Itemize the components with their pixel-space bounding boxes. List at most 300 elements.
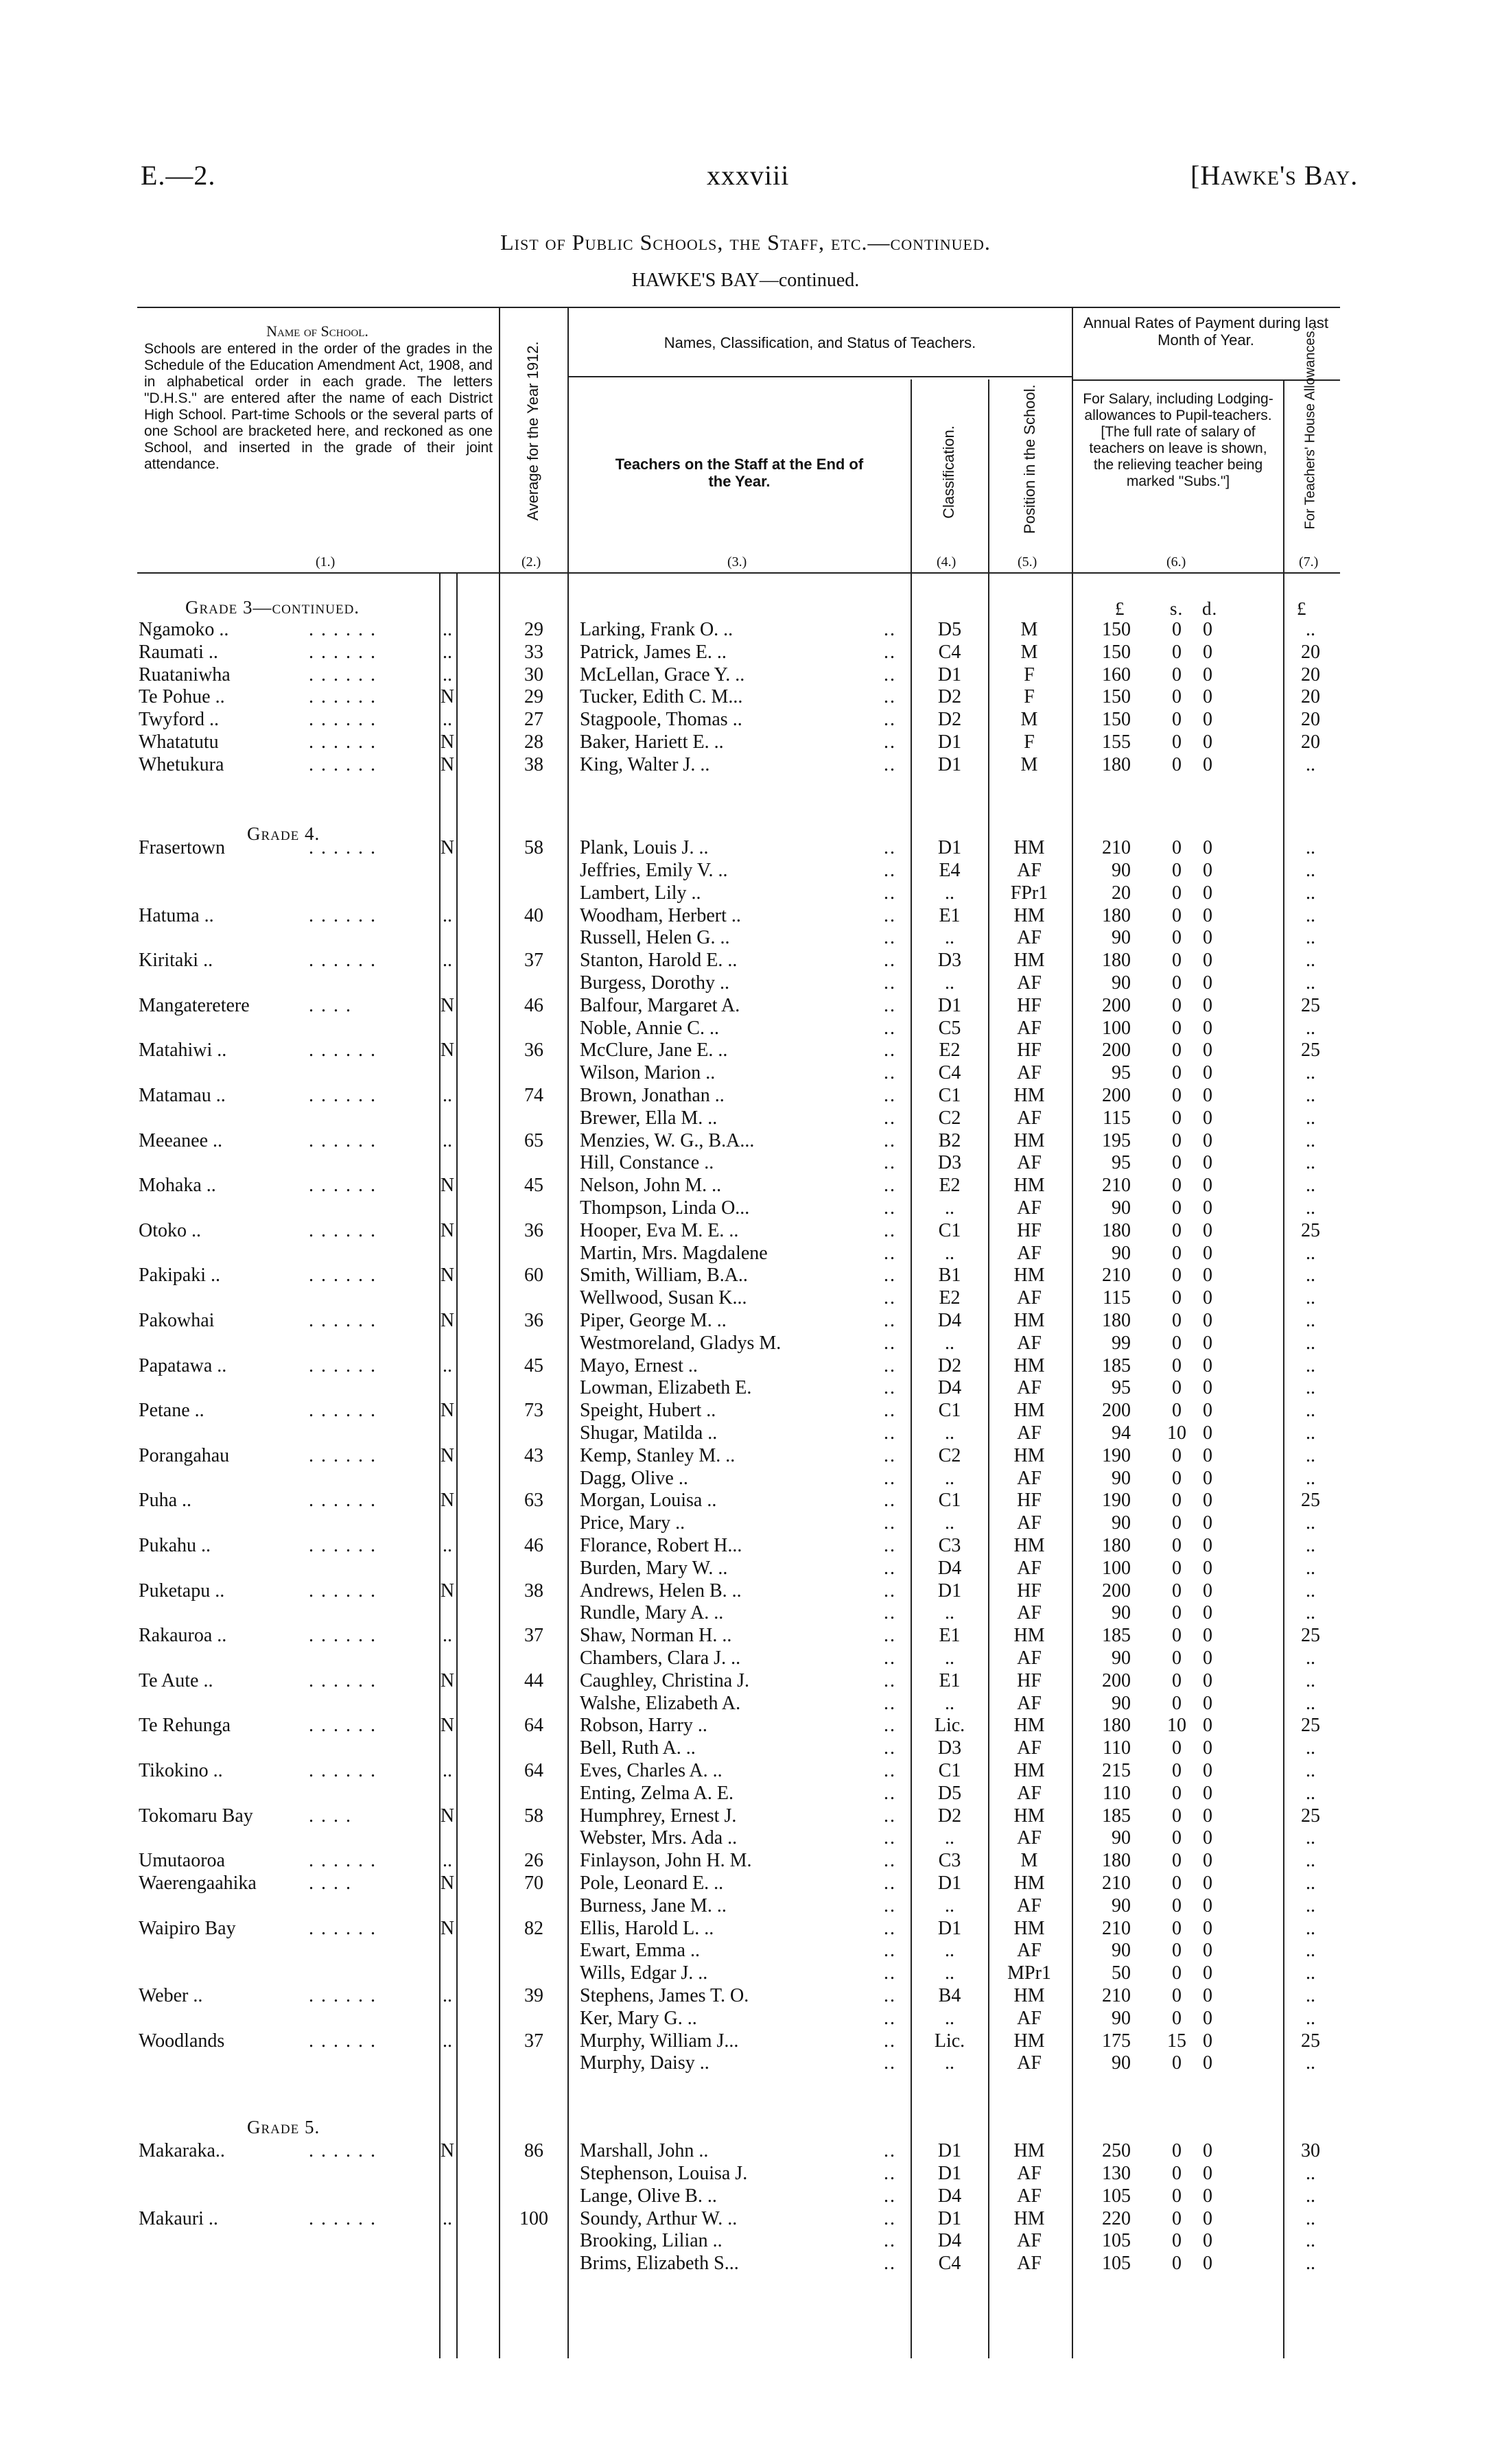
native-flag: N <box>440 2140 455 2162</box>
leader-dots: .. <box>884 1962 896 1984</box>
leader-dots: .. <box>884 2207 896 2229</box>
house-allowance: .. <box>1306 1692 1315 1714</box>
school-name: Meeanee .. <box>139 1129 223 1151</box>
average-attendance: 43 <box>524 1444 543 1466</box>
table-row <box>0 2008 1491 2030</box>
leader-dots: .. <box>884 709 896 731</box>
table-row <box>0 1715 1491 1737</box>
salary-pounds: 90 <box>1112 927 1131 949</box>
salary-pence: 0 <box>1203 1129 1212 1151</box>
salary-pounds: 180 <box>1102 1534 1131 1556</box>
school-name: Twyford .. <box>139 709 220 731</box>
position: M <box>1020 709 1038 731</box>
average-attendance: 63 <box>524 1490 543 1512</box>
table-row <box>0 1400 1491 1422</box>
col2-heading: Average for the Year 1912. <box>524 341 541 521</box>
house-allowance: .. <box>1306 2185 1315 2207</box>
position: HM <box>1013 1805 1045 1827</box>
leader-dots: .. <box>884 1287 896 1309</box>
salary-shillings: 0 <box>1172 1490 1182 1512</box>
table-row <box>0 731 1491 754</box>
salary-pounds: 90 <box>1112 1940 1131 1962</box>
salary-shillings: 0 <box>1172 1534 1182 1556</box>
position: HM <box>1013 950 1045 972</box>
school-name: Whatatutu <box>139 731 219 753</box>
classification: C1 <box>938 1490 961 1512</box>
salary-shillings: 0 <box>1172 753 1182 775</box>
house-allowance: .. <box>1306 1894 1315 1916</box>
leader-dots: . . . . . . <box>309 1219 377 1241</box>
house-allowance: 25 <box>1301 2030 1320 2052</box>
school-name: Porangahau <box>139 1444 230 1466</box>
salary-pounds: 190 <box>1102 1490 1131 1512</box>
leader-dots: .. <box>884 1805 896 1827</box>
salary-shillings: 0 <box>1172 1692 1182 1714</box>
school-name: Te Aute .. <box>139 1669 213 1691</box>
house-allowance: .. <box>1306 927 1315 949</box>
school-name: Kiritaki .. <box>139 950 213 972</box>
salary-pence: 0 <box>1203 1287 1212 1309</box>
teacher-name: Andrews, Helen B. .. <box>580 1580 742 1601</box>
salary-pounds: 115 <box>1103 1287 1131 1309</box>
salary-pounds: 180 <box>1102 753 1131 775</box>
classification: D2 <box>937 1354 962 1376</box>
salary-shillings: 0 <box>1172 882 1182 904</box>
teacher-name: Eves, Charles A. .. <box>580 1759 723 1781</box>
house-allowance: .. <box>1306 1287 1315 1309</box>
salary-pounds: 220 <box>1102 2207 1131 2229</box>
house-allowance: .. <box>1306 2052 1315 2074</box>
native-flag: N <box>440 1805 455 1827</box>
leader-dots: .. <box>884 1309 896 1331</box>
house-allowance: .. <box>1306 1400 1315 1422</box>
salary-pounds: 200 <box>1102 1580 1131 1601</box>
leader-dots: .. <box>884 859 896 881</box>
salary-pence: 0 <box>1203 1084 1212 1106</box>
position: HF <box>1017 1669 1042 1691</box>
col1-explanation: Schools are entered in the order of the grades in the Schedule of the Education Amendment Act, 1908, and in alphabetical order in each grade. The letters "D.H.S." are entered after the name of each District High School. Part-time Schools or the several parts of one School are bracketed here, and reckoned as one School, and inserted in the grade of their joint attendance. <box>144 341 493 472</box>
school-name: Mohaka .. <box>139 1175 216 1197</box>
leader-dots: .. <box>884 1152 896 1174</box>
salary-pounds: 50 <box>1112 1962 1131 1984</box>
classification: D3 <box>937 1152 962 1174</box>
native-flag: .. <box>443 1354 452 1376</box>
salary-pounds: 90 <box>1112 1467 1131 1489</box>
school-name: Puha .. <box>139 1490 191 1512</box>
average-attendance: 38 <box>524 753 543 775</box>
teacher-name: Murphy, William J... <box>580 2030 739 2052</box>
classification: C2 <box>938 1107 961 1129</box>
salary-pence: 0 <box>1203 859 1212 881</box>
salary-pence: 0 <box>1203 1512 1212 1534</box>
table-row <box>0 860 1491 882</box>
teacher-name: Caughley, Christina J. <box>580 1669 750 1691</box>
teacher-name: Rundle, Mary A. .. <box>580 1602 724 1624</box>
teacher-name: Humphrey, Ernest J. <box>580 1805 737 1827</box>
salary-pounds: 210 <box>1102 1917 1131 1939</box>
salary-pounds: 130 <box>1102 2163 1131 2185</box>
house-allowance: 25 <box>1301 1805 1320 1827</box>
average-attendance: 30 <box>524 664 543 685</box>
house-allowance: .. <box>1306 1197 1315 1219</box>
salary-shillings: 0 <box>1172 1512 1182 1534</box>
leader-dots: .. <box>884 1782 896 1804</box>
table-row <box>0 1737 1491 1760</box>
house-allowance: 25 <box>1301 1219 1320 1241</box>
table-row <box>0 1647 1491 1670</box>
leader-dots: .. <box>884 837 896 859</box>
teacher-name: Plank, Louis J. .. <box>580 837 709 859</box>
teacher-name: Brewer, Ella M. .. <box>580 1107 718 1129</box>
salary-pence: 0 <box>1203 1759 1212 1781</box>
leader-dots: .. <box>884 1219 896 1241</box>
leader-dots: .. <box>884 882 896 904</box>
salary-shillings: 0 <box>1172 1962 1182 1984</box>
position: HM <box>1013 1084 1045 1106</box>
table-row <box>0 1355 1491 1378</box>
teacher-name: Ellis, Harold L. .. <box>580 1917 714 1939</box>
house-allowance: .. <box>1306 1242 1315 1264</box>
house-allowance: .. <box>1306 1737 1315 1759</box>
average-attendance: 65 <box>524 1129 543 1151</box>
salary-pounds: 190 <box>1102 1444 1131 1466</box>
leader-dots: . . . . . . <box>309 664 377 685</box>
native-flag: N <box>440 1040 455 1061</box>
teacher-name: Stanton, Harold E. .. <box>580 950 738 972</box>
col7-number: (7.) <box>1299 554 1319 570</box>
average-attendance: 64 <box>524 1759 543 1781</box>
classification: .. <box>945 1894 954 1916</box>
col7-heading: For Teachers' House Allowances. <box>1302 327 1318 530</box>
house-allowance: .. <box>1306 1467 1315 1489</box>
classification: D2 <box>937 709 962 731</box>
teacher-name: Wills, Edgar J. .. <box>580 1962 708 1984</box>
classification: C4 <box>938 2253 961 2275</box>
position: AF <box>1017 1422 1042 1444</box>
position: AF <box>1017 1287 1042 1309</box>
house-allowance: .. <box>1306 882 1315 904</box>
native-flag: .. <box>443 1084 452 1106</box>
table-row <box>0 1107 1491 1130</box>
table-row <box>0 2030 1491 2053</box>
salary-pounds: 200 <box>1102 1400 1131 1422</box>
classification: C1 <box>938 1084 961 1106</box>
salary-pounds: 175 <box>1102 2030 1131 2052</box>
school-name: Weber .. <box>139 1984 203 2006</box>
position: AF <box>1017 2185 1042 2207</box>
table-row <box>0 1827 1491 1850</box>
teacher-name: Dagg, Olive .. <box>580 1467 688 1489</box>
native-flag: .. <box>443 709 452 731</box>
house-allowance: .. <box>1306 1580 1315 1601</box>
salary-pence: 0 <box>1203 2185 1212 2207</box>
native-flag: N <box>440 1444 455 1466</box>
average-attendance: 64 <box>524 1715 543 1737</box>
position: HM <box>1013 2140 1045 2162</box>
house-allowance: .. <box>1306 1827 1315 1849</box>
table-row <box>0 2253 1491 2275</box>
leader-dots: . . . . . . <box>309 1444 377 1466</box>
position: HF <box>1017 1040 1042 1061</box>
salary-shillings: 0 <box>1172 1647 1182 1669</box>
teacher-name: Lambert, Lily .. <box>580 882 701 904</box>
teacher-name: Price, Mary .. <box>580 1512 685 1534</box>
school-name: Woodlands <box>139 2030 225 2052</box>
native-flag: N <box>440 1309 455 1331</box>
teacher-name: Stephens, James T. O. <box>580 1984 749 2006</box>
leader-dots: .. <box>884 1692 896 1714</box>
salary-pounds: 250 <box>1102 2140 1131 2162</box>
table-row <box>0 1333 1491 1355</box>
teacher-name: Balfour, Margaret A. <box>580 994 740 1016</box>
leader-dots: .. <box>884 641 896 663</box>
native-flag: N <box>440 731 455 753</box>
leader-dots: . . . . . . <box>309 1715 377 1737</box>
average-attendance: 28 <box>524 731 543 753</box>
salary-shillings: 0 <box>1172 1265 1182 1287</box>
leader-dots: . . . . . . <box>309 1084 377 1106</box>
school-name: Pukahu .. <box>139 1534 211 1556</box>
salary-pence: 0 <box>1203 1377 1212 1399</box>
house-allowance: 25 <box>1301 994 1320 1016</box>
average-attendance: 73 <box>524 1400 543 1422</box>
salary-pence: 0 <box>1203 1265 1212 1287</box>
position: HM <box>1013 1984 1045 2006</box>
salary-shillings: 0 <box>1172 664 1182 685</box>
salary-pounds: 90 <box>1112 1894 1131 1916</box>
col1-number: (1.) <box>316 554 336 570</box>
leader-dots: .. <box>884 927 896 949</box>
salary-pence: 0 <box>1203 1962 1212 1984</box>
salary-shillings: 0 <box>1172 2185 1182 2207</box>
native-flag: N <box>440 994 455 1016</box>
salary-pounds: 95 <box>1112 1377 1131 1399</box>
position: HM <box>1013 1265 1045 1287</box>
house-allowance: .. <box>1306 1332 1315 1354</box>
leader-dots: .. <box>884 2230 896 2252</box>
house-allowance: .. <box>1306 1107 1315 1129</box>
salary-pence: 0 <box>1203 1062 1212 1084</box>
position: HM <box>1013 1917 1045 1939</box>
position: HF <box>1017 994 1042 1016</box>
salary-shillings: 0 <box>1172 1219 1182 1241</box>
school-name: Whetukura <box>139 753 224 775</box>
leader-dots: .. <box>884 1084 896 1106</box>
page-header-center: xxxviii <box>707 160 790 191</box>
table-row <box>0 686 1491 709</box>
table-row <box>0 1422 1491 1445</box>
classification: C4 <box>938 641 961 663</box>
classification: Lic. <box>934 2030 965 2052</box>
school-name: Papatawa .. <box>139 1354 227 1376</box>
salary-shillings: 0 <box>1172 1354 1182 1376</box>
salary-pence: 0 <box>1203 994 1212 1016</box>
table-row <box>0 1693 1491 1715</box>
salary-pence: 0 <box>1203 1309 1212 1331</box>
leader-dots: . . . . . . <box>309 1669 377 1691</box>
salary-pounds: 110 <box>1103 1782 1131 1804</box>
teacher-name: Burness, Jane M. .. <box>580 1894 727 1916</box>
salary-pounds: 195 <box>1102 1129 1131 1151</box>
leader-dots: . . . . . . <box>309 837 377 859</box>
native-flag: N <box>440 1490 455 1512</box>
teacher-name: Burden, Mary W. .. <box>580 1557 728 1579</box>
average-attendance: 36 <box>524 1309 543 1331</box>
house-allowance: .. <box>1306 1602 1315 1624</box>
table-row <box>0 1512 1491 1535</box>
average-attendance: 86 <box>524 2140 543 2162</box>
average-attendance: 27 <box>524 709 543 731</box>
leader-dots: . . . . . . <box>309 753 377 775</box>
school-name: Matamau .. <box>139 1084 226 1106</box>
leader-dots: .. <box>884 972 896 994</box>
house-allowance: .. <box>1306 1175 1315 1197</box>
classification: .. <box>945 1827 954 1849</box>
salary-pounds: 150 <box>1102 641 1131 663</box>
table-row <box>0 1130 1491 1153</box>
teacher-name: Marshall, John .. <box>580 2140 709 2162</box>
school-name: Ruataniwha <box>139 664 231 685</box>
salary-shillings: 10 <box>1167 1715 1186 1737</box>
salary-pence: 0 <box>1203 2140 1212 2162</box>
teacher-name: Tucker, Edith C. M... <box>580 686 743 708</box>
native-flag: .. <box>443 950 452 972</box>
salary-pounds: 94 <box>1112 1422 1131 1444</box>
school-name: Mangateretere <box>139 994 250 1016</box>
position: AF <box>1017 2253 1042 2275</box>
salary-pounds: 185 <box>1102 1805 1131 1827</box>
salary-shillings: 0 <box>1172 1805 1182 1827</box>
salary-pence: 0 <box>1203 1422 1212 1444</box>
position: AF <box>1017 1647 1042 1669</box>
house-allowance: .. <box>1306 1062 1315 1084</box>
classification: C1 <box>938 1759 961 1781</box>
leader-dots: .. <box>884 950 896 972</box>
position: AF <box>1017 1782 1042 1804</box>
table-row <box>0 619 1491 642</box>
salary-pence: 0 <box>1203 664 1212 685</box>
teacher-name: Murphy, Daisy .. <box>580 2052 709 2074</box>
table-row <box>0 1197 1491 1220</box>
leader-dots: .. <box>884 2030 896 2052</box>
house-allowance: .. <box>1306 2253 1315 2275</box>
teacher-name: Bell, Ruth A. .. <box>580 1737 696 1759</box>
salary-pence: 0 <box>1203 1984 1212 2006</box>
teacher-name: Pole, Leonard E. .. <box>580 1872 724 1894</box>
leader-dots: . . . . . . <box>309 1129 377 1151</box>
leader-dots: .. <box>884 1534 896 1556</box>
leader-dots: .. <box>884 1197 896 1219</box>
school-name: Raumati .. <box>139 641 218 663</box>
native-flag: N <box>440 1265 455 1287</box>
house-allowance: .. <box>1306 2230 1315 2252</box>
leader-dots: .. <box>884 1490 896 1512</box>
position: HM <box>1013 1129 1045 1151</box>
average-attendance: 100 <box>519 2207 548 2229</box>
house-allowance: .. <box>1306 1557 1315 1579</box>
salary-pence: 0 <box>1203 882 1212 904</box>
position: AF <box>1017 1692 1042 1714</box>
salary-shillings: 0 <box>1172 1377 1182 1399</box>
salary-pounds: 95 <box>1112 1152 1131 1174</box>
average-attendance: 39 <box>524 1984 543 2006</box>
grade-heading: Grade 3—continued. <box>185 597 360 618</box>
position: HF <box>1017 1219 1042 1241</box>
classification: .. <box>945 1940 954 1962</box>
native-flag: N <box>440 1175 455 1197</box>
leader-dots: .. <box>884 664 896 685</box>
house-allowance: .. <box>1306 1872 1315 1894</box>
house-allowance: .. <box>1306 904 1315 926</box>
classification: .. <box>945 1512 954 1534</box>
house-allowance: .. <box>1306 1512 1315 1534</box>
position: AF <box>1017 1557 1042 1579</box>
teacher-name: Woodham, Herbert .. <box>580 904 741 926</box>
position: AF <box>1017 1017 1042 1039</box>
classification: C5 <box>938 1017 961 1039</box>
teacher-name: Menzies, W. G., B.A... <box>580 1129 755 1151</box>
classification: D1 <box>937 2207 962 2229</box>
classification: C3 <box>938 1850 961 1872</box>
leader-dots: . . . . . . <box>309 641 377 663</box>
house-allowance: .. <box>1306 972 1315 994</box>
leader-dots: .. <box>884 1444 896 1466</box>
position: AF <box>1017 1940 1042 1962</box>
teacher-name: Brooking, Lilian .. <box>580 2230 723 2252</box>
salary-shillings: 0 <box>1172 994 1182 1016</box>
table-row <box>0 950 1491 972</box>
table-row <box>0 1602 1491 1625</box>
house-allowance: 20 <box>1301 686 1320 708</box>
salary-shillings: 0 <box>1172 1152 1182 1174</box>
leader-dots: .. <box>884 2052 896 2074</box>
salary-shillings: 0 <box>1172 1602 1182 1624</box>
classification: .. <box>945 1962 954 1984</box>
position: MPr1 <box>1007 1962 1051 1984</box>
salary-pence: 0 <box>1203 1242 1212 1264</box>
teacher-name: Hill, Constance .. <box>580 1152 714 1174</box>
salary-shillings: 0 <box>1172 1580 1182 1601</box>
table-row <box>0 1310 1491 1333</box>
average-attendance: 82 <box>524 1917 543 1939</box>
salary-shillings: 0 <box>1172 619 1182 640</box>
native-flag: .. <box>443 1759 452 1781</box>
leader-dots: .. <box>884 2185 896 2207</box>
classification: E2 <box>939 1287 961 1309</box>
salary-pence: 0 <box>1203 1625 1212 1647</box>
leader-dots: . . . . . . <box>309 1534 377 1556</box>
salary-pence: 0 <box>1203 1152 1212 1174</box>
school-name: Makaraka.. <box>139 2140 225 2162</box>
salary-shillings: 0 <box>1172 1129 1182 1151</box>
salary-shillings: 0 <box>1172 1175 1182 1197</box>
salary-pounds: 180 <box>1102 1219 1131 1241</box>
salary-pounds: 90 <box>1112 1512 1131 1534</box>
teacher-name: Hooper, Eva M. E. .. <box>580 1219 739 1241</box>
leader-dots: .. <box>884 1557 896 1579</box>
position: HM <box>1013 1175 1045 1197</box>
position: HM <box>1013 1534 1045 1556</box>
salary-pence: 0 <box>1203 1040 1212 1061</box>
house-allowance: 20 <box>1301 664 1320 685</box>
teacher-name: Shugar, Matilda .. <box>580 1422 718 1444</box>
classification: C1 <box>938 1400 961 1422</box>
leader-dots: . . . . . . <box>309 1309 377 1331</box>
position: AF <box>1017 859 1042 881</box>
salary-shillings: 0 <box>1172 1309 1182 1331</box>
salary-shillings: 0 <box>1172 2230 1182 2252</box>
salary-pence: 0 <box>1203 1467 1212 1489</box>
